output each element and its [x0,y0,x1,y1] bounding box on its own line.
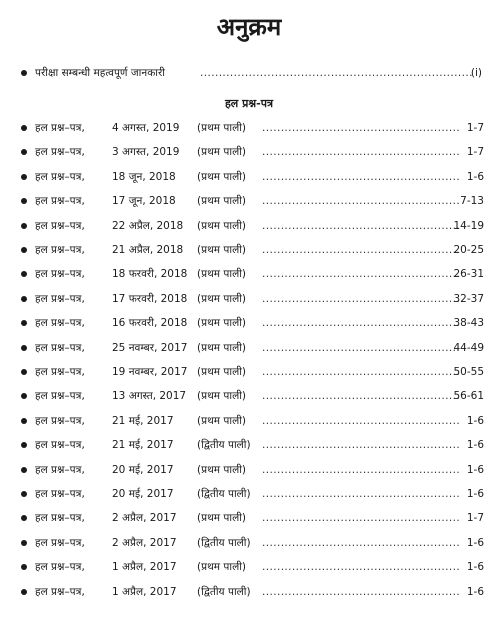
entry-pages: 1-6 [466,561,484,573]
entry-label: हल प्रश्न–पत्र, [35,464,85,476]
bullet-icon [21,198,27,204]
bullet-icon [21,589,27,595]
toc-entry-row[interactable] [0,314,498,332]
entry-date: 2 अप्रैल, 2017 [112,537,177,549]
entry-shift: (द्वितीय पाली) [197,537,251,549]
entry-shift: (प्रथम पाली) [197,122,247,134]
toc-entry-row[interactable] [0,192,498,210]
entry-date: 20 मई, 2017 [112,488,174,500]
toc-info-label: परीक्षा सम्बन्धी महत्वपूर्ण जानकारी [35,67,165,79]
entry-shift: (प्रथम पाली) [197,464,247,476]
bullet-icon [21,564,27,570]
entry-date: 17 जून, 2018 [112,195,176,207]
toc-entry-row[interactable] [0,583,498,601]
entry-label: हल प्रश्न–पत्र, [35,439,85,451]
entry-shift: (प्रथम पाली) [197,244,247,256]
entry-label: हल प्रश्न–पत्र, [35,220,85,232]
bullet-icon [21,540,27,546]
entry-label: हल प्रश्न–पत्र, [35,146,85,158]
page-title: अनुक्रम [216,12,282,41]
toc-entry-row[interactable] [0,290,498,308]
entry-pages: 7-13 [460,195,484,207]
toc-entry-row[interactable] [0,363,498,381]
entry-pages: 1-7 [466,512,484,524]
entry-pages: 1-6 [466,464,484,476]
entry-date: 1 अप्रैल, 2017 [112,586,177,598]
entry-date: 19 नवम्बर, 2017 [112,366,188,378]
entry-shift: (द्वितीय पाली) [197,439,251,451]
bullet-icon [21,70,27,76]
dot-leader [262,485,460,503]
entry-shift: (प्रथम पाली) [197,415,247,427]
entry-pages: 50-55 [453,366,484,378]
entry-pages: 1-6 [466,586,484,598]
entry-pages: 1-6 [466,488,484,500]
dot-leader [262,461,460,479]
bullet-icon [21,320,27,326]
entry-pages: 44-49 [453,342,484,354]
toc-entry-row[interactable] [0,485,498,503]
entry-pages: 38-43 [453,317,484,329]
entry-date: 20 मई, 2017 [112,464,174,476]
entry-date: 13 अगस्त, 2017 [112,390,187,402]
toc-entry-row[interactable] [0,558,498,576]
bullet-icon [21,247,27,253]
entry-shift: (प्रथम पाली) [197,512,247,524]
dot-leader [262,387,460,405]
entry-pages: 1-6 [466,537,484,549]
entry-label: हल प्रश्न–पत्र, [35,171,85,183]
bullet-icon [21,393,27,399]
entry-pages: 1-6 [466,415,484,427]
bullet-icon [21,418,27,424]
toc-entry-row[interactable] [0,143,498,161]
entry-pages: 20-25 [453,244,484,256]
dot-leader [262,168,460,186]
entry-date: 21 अप्रैल, 2018 [112,244,184,256]
entry-shift: (प्रथम पाली) [197,366,247,378]
entry-shift: (प्रथम पाली) [197,220,247,232]
entry-pages: 1-6 [466,439,484,451]
toc-entry-row[interactable] [0,412,498,430]
entry-label: हल प्रश्न–पत्र, [35,415,85,427]
entry-label: हल प्रश्न–पत्र, [35,561,85,573]
entry-shift: (प्रथम पाली) [197,293,247,305]
entry-date: 4 अगस्त, 2019 [112,122,180,134]
entry-date: 25 नवम्बर, 2017 [112,342,188,354]
entry-date: 3 अगस्त, 2019 [112,146,180,158]
toc-entry-row[interactable] [0,265,498,283]
dot-leader [262,217,460,235]
entry-label: हल प्रश्न–पत्र, [35,366,85,378]
entry-pages: 56-61 [453,390,484,402]
entry-label: हल प्रश्न–पत्र, [35,512,85,524]
bullet-icon [21,345,27,351]
bullet-icon [21,149,27,155]
entry-shift: (प्रथम पाली) [197,171,247,183]
bullet-icon [21,223,27,229]
dot-leader [262,436,460,454]
toc-entry-row[interactable] [0,534,498,552]
dot-leader [262,363,460,381]
dot-leader [262,290,460,308]
dot-leader [262,119,460,137]
entry-date: 18 फरवरी, 2018 [112,268,188,280]
entry-label: हल प्रश्न–पत्र, [35,586,85,598]
entry-label: हल प्रश्न–पत्र, [35,390,85,402]
dot-leader [262,412,460,430]
toc-entry-row[interactable] [0,461,498,479]
toc-entry-row[interactable] [0,168,498,186]
entry-label: हल प्रश्न–पत्र, [35,293,85,305]
entry-shift: (प्रथम पाली) [197,317,247,329]
entry-label: हल प्रश्न–पत्र, [35,244,85,256]
dot-leader [262,509,460,527]
entry-date: 16 फरवरी, 2018 [112,317,188,329]
entry-date: 2 अप्रैल, 2017 [112,512,177,524]
dot-leader [262,339,460,357]
bullet-icon [21,515,27,521]
dot-leader [262,583,460,601]
entry-label: हल प्रश्न–पत्र, [35,317,85,329]
entry-pages: 1-6 [466,171,484,183]
toc-entry-row[interactable] [0,241,498,259]
entry-shift: (द्वितीय पाली) [197,488,251,500]
entry-shift: (प्रथम पाली) [197,146,247,158]
bullet-icon [21,369,27,375]
toc-entry-row[interactable] [0,217,498,235]
entry-label: हल प्रश्न–पत्र, [35,537,85,549]
dot-leader [262,265,460,283]
entry-label: हल प्रश्न–पत्र, [35,268,85,280]
entry-shift: (प्रथम पाली) [197,268,247,280]
bullet-icon [21,296,27,302]
toc-info-page: (i) [470,67,482,79]
dot-leader [262,314,460,332]
bullet-icon [21,467,27,473]
entry-pages: 1-7 [466,122,484,134]
entry-pages: 26-31 [453,268,484,280]
entry-date: 1 अप्रैल, 2017 [112,561,177,573]
entry-date: 22 अप्रैल, 2018 [112,220,184,232]
section-heading: हल प्रश्न-पत्र [224,97,274,110]
entry-pages: 32-37 [453,293,484,305]
toc-entry-row[interactable] [0,509,498,527]
dot-leader [262,143,460,161]
entry-date: 21 मई, 2017 [112,439,174,451]
entry-label: हल प्रश्न–पत्र, [35,122,85,134]
entry-shift: (द्वितीय पाली) [197,586,251,598]
dot-leader [262,534,460,552]
entry-pages: 1-7 [466,146,484,158]
entry-shift: (प्रथम पाली) [197,390,247,402]
bullet-icon [21,271,27,277]
toc-entry-row[interactable] [0,387,498,405]
bullet-icon [21,442,27,448]
entry-label: हल प्रश्न–पत्र, [35,488,85,500]
entry-date: 17 फरवरी, 2018 [112,293,188,305]
bullet-icon [21,125,27,131]
entry-shift: (प्रथम पाली) [197,195,247,207]
toc-entry-row[interactable] [0,436,498,454]
dot-leader [262,558,460,576]
entry-date: 18 जून, 2018 [112,171,176,183]
entry-pages: 14-19 [453,220,484,232]
entry-label: हल प्रश्न–पत्र, [35,195,85,207]
dot-leader [200,64,472,82]
bullet-icon [21,174,27,180]
toc-entry-row[interactable] [0,119,498,137]
entry-shift: (प्रथम पाली) [197,342,247,354]
entry-label: हल प्रश्न–पत्र, [35,342,85,354]
dot-leader [262,192,460,210]
entry-shift: (प्रथम पाली) [197,561,247,573]
dot-leader [262,241,460,259]
entry-date: 21 मई, 2017 [112,415,174,427]
toc-info-row[interactable] [0,64,498,82]
bullet-icon [21,491,27,497]
toc-entry-row[interactable] [0,339,498,357]
